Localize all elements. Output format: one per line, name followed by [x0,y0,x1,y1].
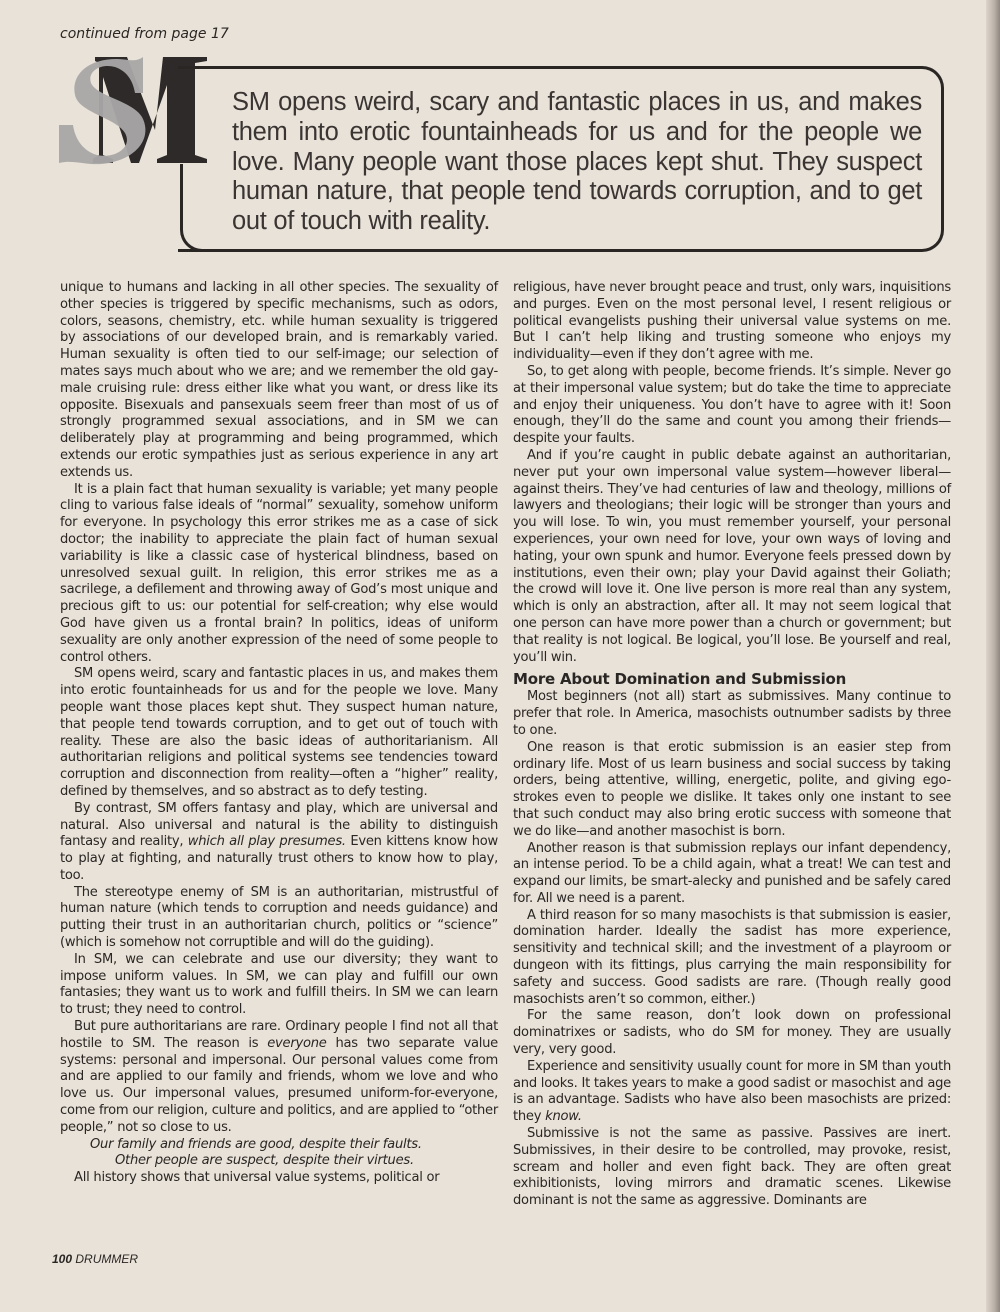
text-run: Experience and sensitivity usually count for more in SM than youth and looks. It takes years to make a good sadist or masochist and age is an advantage. Sadists who have also been masochists are prized: they [513,1058,951,1125]
paragraph [513,1059,951,1126]
paragraph: religious, have never brought peace and trust, only wars, inquisitions and purges. Even on the most personal level, I resent religious or political evangelists pushing their universal value systems on me. But I can’t help liking and trusting someone who enjoys my individuality—even if they don’t agree with me. [513,280,951,363]
paragraph [60,1019,498,1137]
paragraph: It is a plain fact that human sexuality is variable; yet many people cling to various false ideals of “normal” sexuality, somehow uniform for everyone. In psychology this error strikes me as a case of sick doctor; the inability to appreciate the plain fact of human sexual variability is like a classic case of hysterical blindness, based on unresolved sexual guilt. In religion, this error strikes me as a sacrilege, a defilement and throwing away of God’s most unique and precious gift to us: our potential for self-creation; why else would God have given us a frontal brain? In politics, ideas of uniform sexuality are only another expression of the need of some people to control others. [60,481,498,665]
text-run: But pure authoritarians are rare. Ordinary people I find not all that hostile to SM. The reason is [60,1019,498,1051]
text-run: Even kittens know how to play at fighting, and naturally trust others to know how to play, too. [60,834,498,883]
page-spine-shadow [986,0,1000,1312]
paragraph: All history shows that universal value systems, political or [74,1170,440,1186]
article-column-right [513,280,951,1210]
text-run: has two separate value systems: personal and impersonal. Our personal values come from and are applied to our family and friends, whom we love and who love us. Our impersonal values, presumed uniform-for-everyone, come from our religion, culture and politics, and are applied to “other people,” not so close to us. [60,1035,498,1135]
pull-quote: SM opens weird, scary and fantastic places in us, and makes them into erotic fountainheads for us and for the people we love. Many people want those places kept shut. They suspect human nature, that people tend towards corruption, and to get out of touch with reality. [232,88,922,236]
paragraph: So, to get along with people, become friends. It’s simple. Never go at their impersonal value system; but do take the time to appreciate and enjoy their uniqueness. You don’t have to agree with it! Soon enough, they’ll do the same and count you among their friends—despite your faults. [513,363,951,447]
italic-maxim: Other people are suspect, despite their virtues. [115,1153,414,1169]
page-footer [52,1252,138,1266]
paragraph: Another reason is that submission replays our infant dependency, an intense period. To be a child again, what a treat! We can test and expand our limits, be smart-alecky and punished and be safely cared for. All we need is a parent. [513,840,951,906]
paragraph: In SM, we can celebrate and use our diversity; they want to impose uniform values. In SM, we can play and fulfill our own fantasies; they want us to work and fulfill theirs. In SM we can learn to trust; they need to control. [60,951,498,1018]
paragraph: A third reason for so many masochists is that submission is easier, domination harder. Ideally the sadist has more experience, sensitivity and technical skill; and the investment of a playroom or dungeon with its fittings, plus carrying the main responsibility for safety and success. Good sadists are rare. (Though really good masochists aren’t so common, either.) [513,907,951,1007]
magazine-name: DRUMMER [75,1252,139,1266]
page-number: 100 [52,1252,73,1266]
italic-text: everyone [267,1035,327,1051]
paragraph [60,801,498,885]
italic-text: know. [545,1109,582,1125]
paragraph: The stereotype enemy of SM is an authoritarian, mistrustful of human nature (which tends to corruption and needs guidance) and putting their trust in an authoritarian church, politics or “science” (which is somehow not corruptible and will do the guiding). [60,884,498,951]
pull-quote-frame-corner [180,164,202,252]
article-column-left [60,280,498,1187]
italic-text: which all play presumes. [187,834,346,850]
continued-note: continued from page 17 [60,26,229,42]
text-run: By contrast, SM offers fantasy and play, which are universal and natural. Also universal and natural is the ability to distinguish fantasy and reality, [60,800,498,850]
paragraph: unique to humans and lacking in all other species. The sexuality of other species is triggered by specific mechanisms, such as odors, colors, seasons, chemistry, etc. while human sexuality is triggered by associations of our developed brain, and is remarkably varied. Human sexuality is often tied to our self-image; our selection of mates says much about who we are; and we remember the old gay-male cruising rule: dress either like what you want, or dress like its opposite. Bisexuals and pansexuals seem freer than most of us of strongly programmed sexual associations, and in SM we can deliberately play at programming and being programmed, which extends our erotic sympathies just as serious experience in any art extends us. [60,280,498,480]
paragraph: And if you’re caught in public debate against an authoritarian, never put your own impersonal value system—however liberal—against theirs. They’ve had centuries of law and theology, millions of lawyers and theologians; their logic will be stronger than yours and you will lose. To win, you must remember yourself, your personal experiences, your own need for love, your own ways of loving and hating, your own spunk and humor. Everyone feels pressed down by institutions, even their own; play your David against their Goliath; the crowd will love it. One live person is more real than any system, which is only an abstraction, after all. It may not seem logical that one person can have more power than a church or government; but that reality is not logical. Be logical, you’ll lose. Be yourself and real, you’ll win. [513,447,951,665]
section-heading: More About Domination and Submission [513,670,847,689]
paragraph: For the same reason, don’t look down on professional dominatrixes or sadists, who do SM for money. They are usually very, very good. [513,1008,951,1058]
paragraph: One reason is that erotic submission is an easier step from ordinary life. Most of us learn business and social success by taking orders, being attentive, willing, energetic, polite, and giving ego-strokes even to people we dislike. It takes only one instant to see that such conduct may also bring erotic success with someone that we do like—and another masochist is born. [513,739,951,839]
paragraph: Most beginners (not all) start as submissives. Many continue to prefer that role. In America, masochists outnumber sadists by three to one. [513,689,951,738]
italic-maxim: Our family and friends are good, despite their faults. [90,1136,422,1152]
paragraph: SM opens weird, scary and fantastic places in us, and makes them into erotic fountainheads for us and for the people we love. Many people want those places kept shut. They suspect human nature, that people tend towards corruption, and to get out of touch with reality. These are also the basic ideas of authoritarianism. All authoritarian religions and political systems see tendencies toward corruption and disconnection from reality—often a “higher” reality, defined by themselves, and so abstract as to defy testing. [60,666,498,799]
paragraph: Submissive is not the same as passive. Passives are inert. Submissives, in their desire to be controlled, may provoke, resist, scream and holler and even fight back. They are often great exhibitionists, loving mirrors and dramatic scenes. Likewise dominant is not the same as aggressive. Dominants are [513,1126,951,1209]
logo-text: SM [55,55,57,56]
